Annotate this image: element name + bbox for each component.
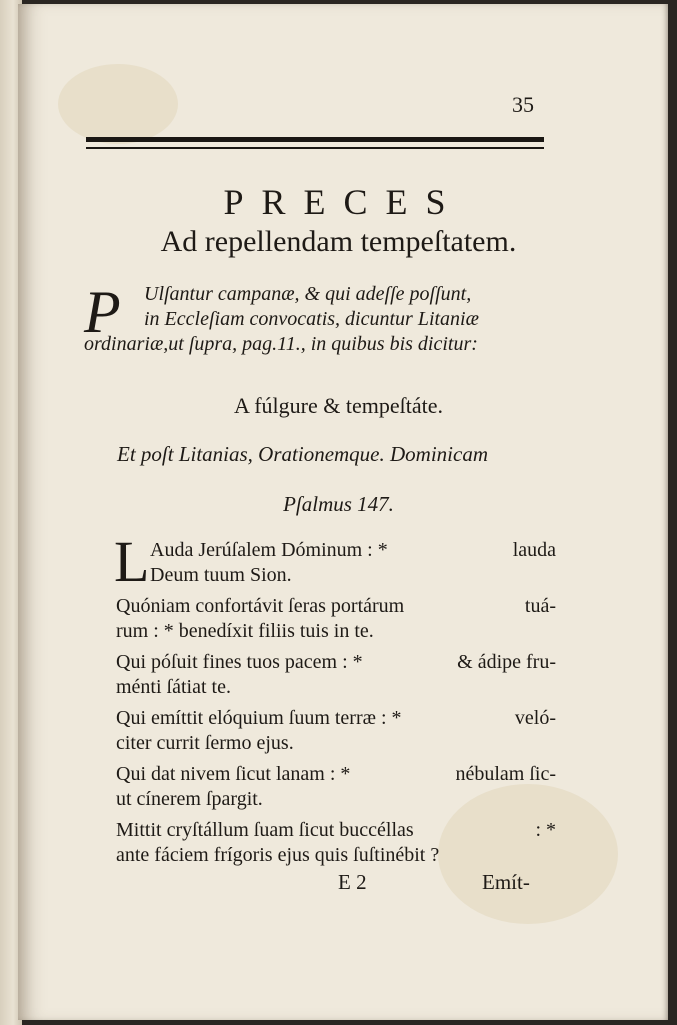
catchword: Emít-	[482, 870, 530, 894]
page-number: 35	[512, 92, 534, 117]
psalm-line: ut cínerem ſpargit.	[116, 788, 263, 810]
invocation: A fúlgure & tempeſtáte.	[234, 393, 443, 418]
psalm-line	[116, 818, 556, 843]
page-subtitle: Ad repellendam tempeſtatem.	[160, 225, 517, 258]
rubric-line: ordinariæ,ut ſupra, pag.11., in quibus bis dicitur:	[84, 333, 478, 355]
psalm-line-left: Deum tuum Sion.	[150, 564, 292, 586]
psalm-line	[116, 563, 556, 588]
psalm-line-left: Quóniam confortávit ſeras portárum	[116, 595, 405, 617]
rubric-after-litany: Et poſt Litanias, Orationemque. Dominicam	[117, 442, 488, 466]
psalm-text	[116, 538, 556, 868]
psalm-line-right: nébulam ſic-	[455, 763, 556, 785]
psalm-line: ante fáciem frígoris ejus quis ſuſtinébit ?	[116, 844, 440, 866]
rubric-text	[84, 282, 556, 357]
psalm-line	[116, 650, 556, 675]
psalm-line: rum : * benedíxit filiis tuis in te.	[116, 620, 374, 642]
psalm-drop-cap: L	[114, 529, 150, 594]
rubric-line: in Eccleſiam convocatis, dicuntur Litaniæ	[144, 308, 479, 330]
psalm-line: ménti ſátiat te.	[116, 676, 231, 698]
psalm-line-left: Auda Jerúſalem Dóminum : *	[150, 539, 388, 561]
psalm-line-right: & ádipe fru-	[457, 651, 556, 673]
psalm-line-right: tuá-	[524, 595, 556, 617]
psalm-line: citer currit ſermo ejus.	[116, 732, 294, 754]
psalm-line-right: lauda	[512, 539, 556, 561]
psalm-line-right: veló-	[514, 707, 556, 729]
paper-stain	[58, 64, 178, 144]
psalm-heading: Pſalmus 147.	[283, 492, 394, 516]
page-title: PRECES	[223, 182, 464, 222]
psalm-line	[116, 594, 556, 619]
header-rule-thick	[86, 137, 544, 142]
psalm-line-right: : *	[535, 819, 556, 841]
signature-mark: E 2	[338, 870, 367, 894]
psalm-line	[116, 762, 556, 787]
rubric-line: Ulſantur campanæ, & qui adeſſe poſſunt,	[144, 283, 472, 305]
psalm-line-left: Qui dat nivem ſicut lanam : *	[116, 763, 351, 785]
psalm-line	[116, 706, 556, 731]
psalm-line-left: Mittit cryſtállum ſuam ſicut buccéllas	[116, 819, 414, 841]
rubric-drop-cap: P	[84, 279, 121, 345]
psalm-line	[116, 538, 556, 563]
header-rule-thin	[86, 147, 544, 149]
psalm-line-left: Qui póſuit fines tuos pacem : *	[116, 651, 363, 673]
psalm-line-left: Qui emíttit elóquium ſuum terræ : *	[116, 707, 402, 729]
